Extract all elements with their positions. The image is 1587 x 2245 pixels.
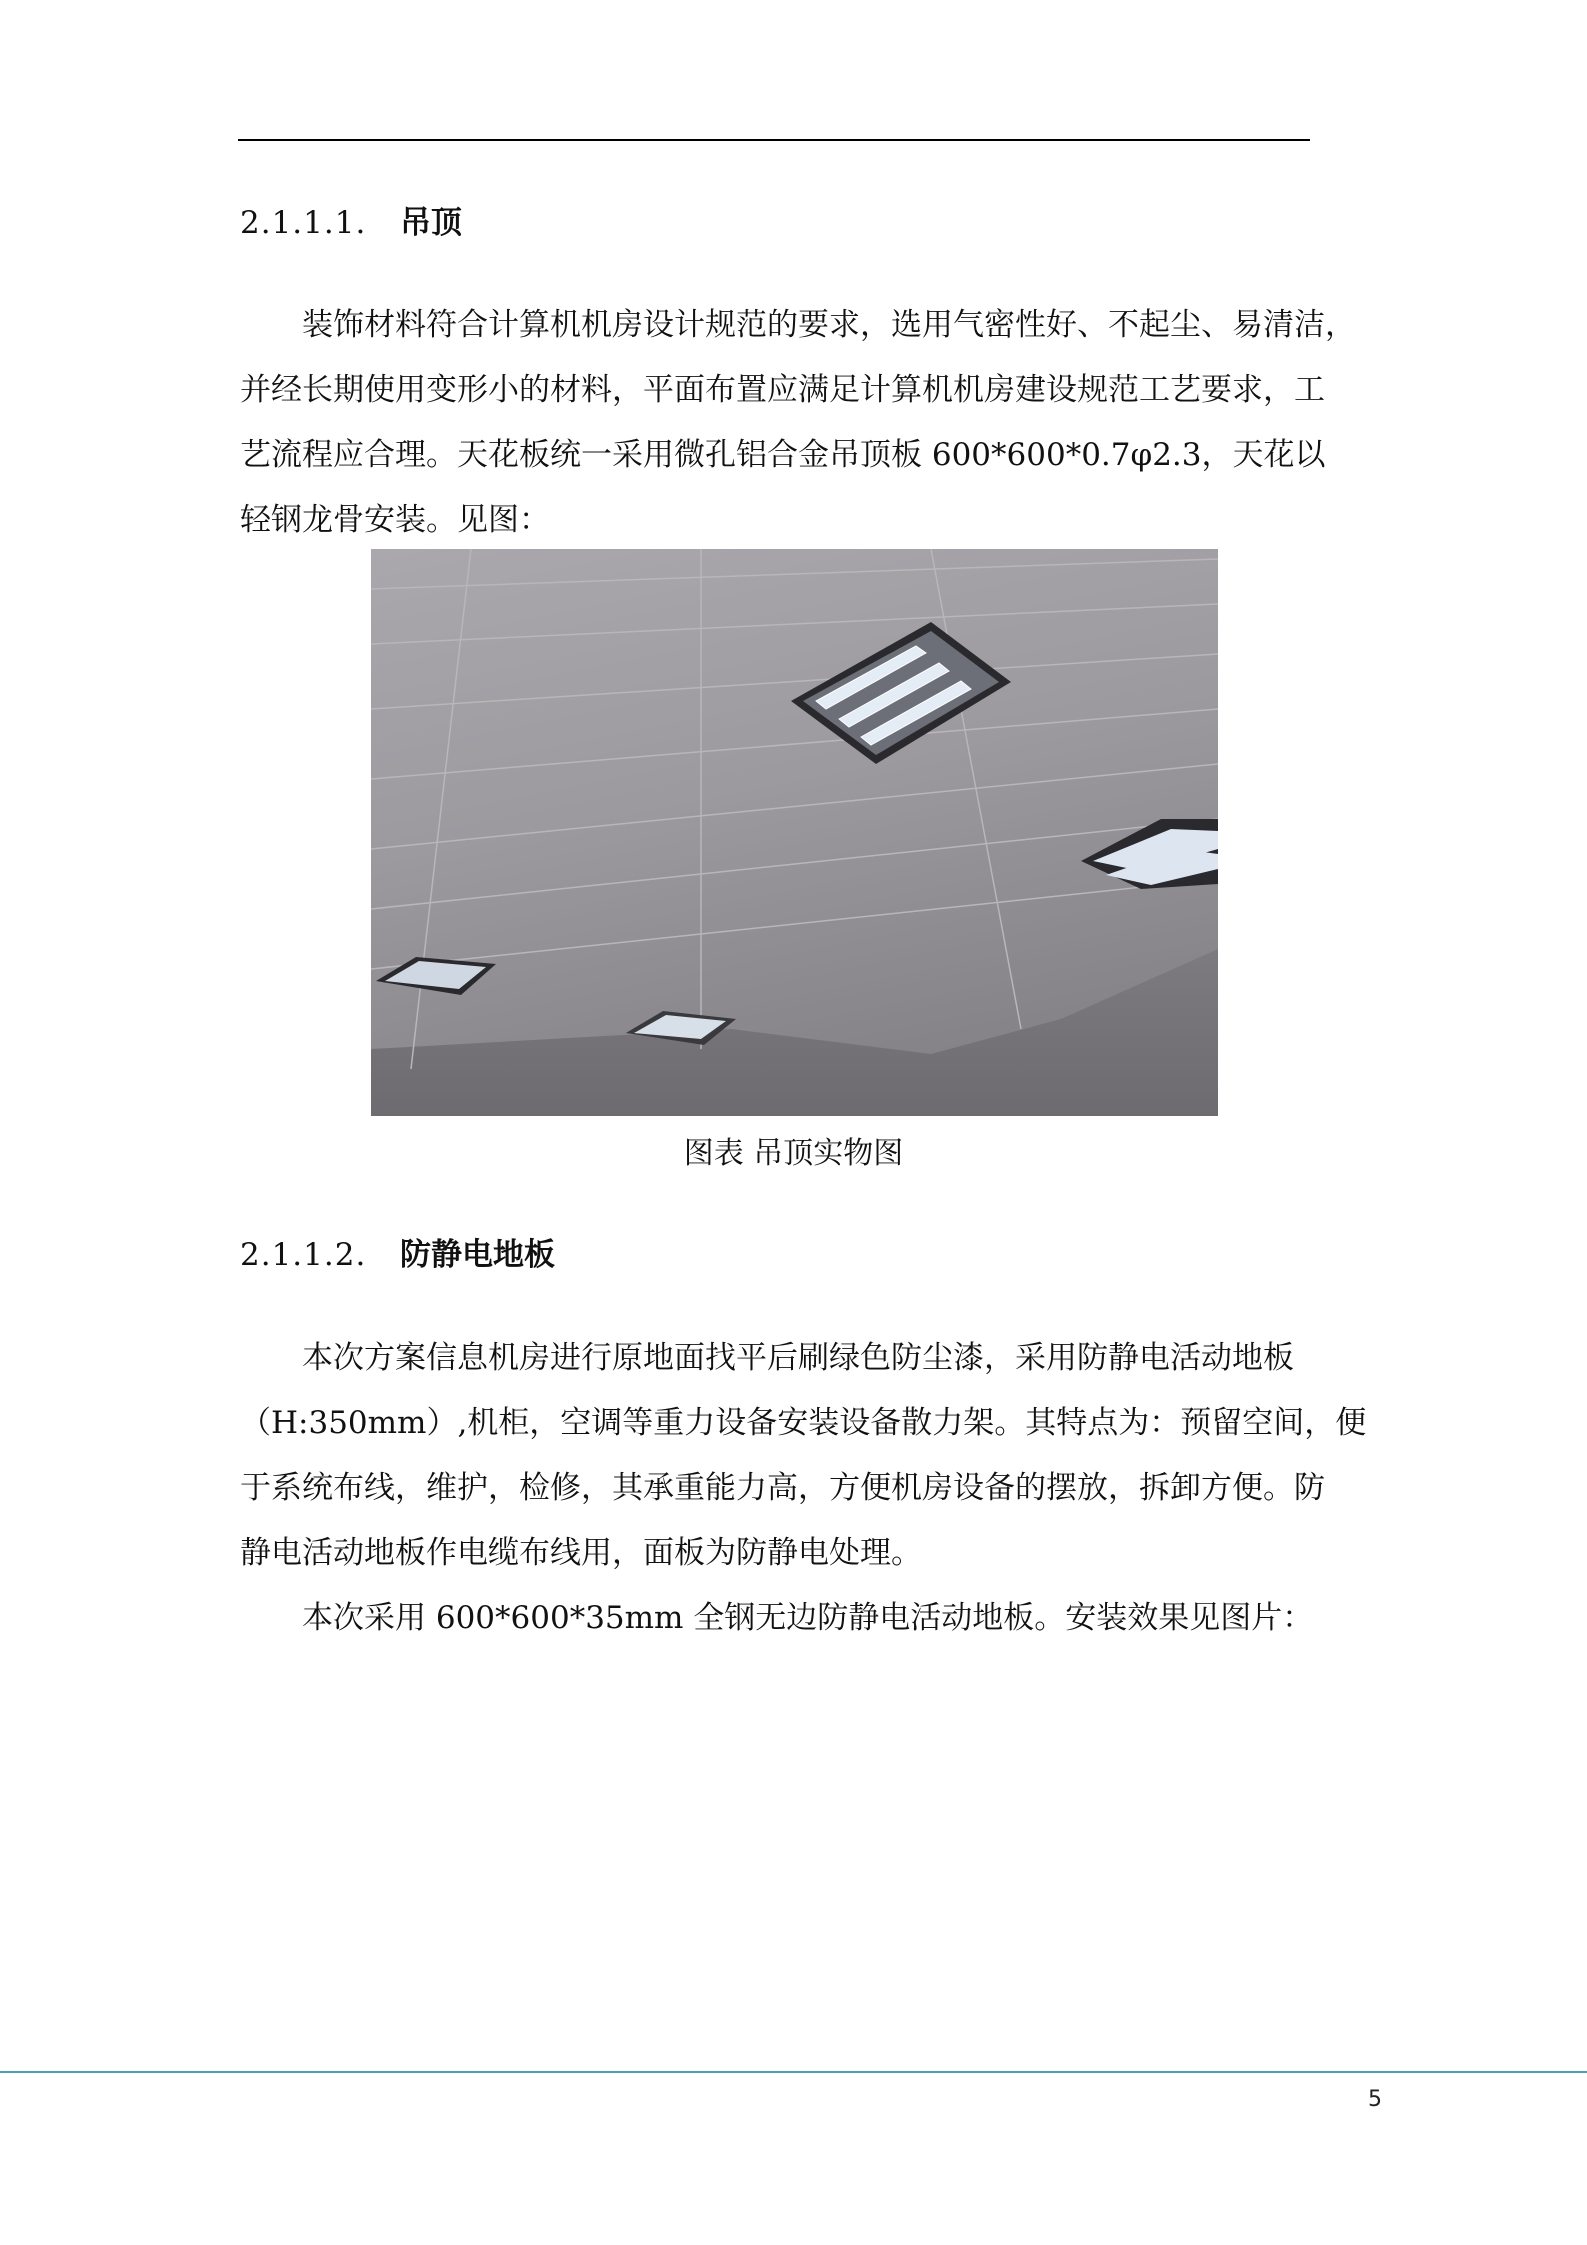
paragraph-ceiling: [240, 293, 1356, 553]
section-number: 2.1.1.1.: [240, 205, 367, 241]
header-rule: [238, 139, 1310, 141]
paragraph-line: 于系统布线，维护，检修，其承重能力高，方便机房设备的摆放，拆卸方便。防: [240, 1470, 1325, 1506]
paragraph-line: （H:350mm）,机柜，空调等重力设备安装设备散力架。其特点为：预留空间，便: [240, 1405, 1367, 1441]
paragraph-line: 装饰材料符合计算机机房设计规范的要求，选用气密性好、不起尘、易清洁，: [302, 307, 1356, 343]
paragraph-line: 艺流程应合理。天花板统一采用微孔铝合金吊顶板 600*600*0.7φ2.3，天花以: [240, 437, 1326, 473]
section-heading-ceiling: [240, 203, 462, 243]
page-number: 5: [1368, 2087, 1382, 2112]
ceiling-photo-drawing: [371, 549, 1218, 1116]
paragraph-line: 静电活动地板作电缆布线用，面板为防静电处理。: [240, 1535, 922, 1571]
section-title: 防静电地板: [400, 1237, 555, 1273]
paragraph-line: 并经长期使用变形小的材料，平面布置应满足计算机机房建设规范工艺要求，工: [240, 372, 1325, 408]
figure-caption: 图表 吊顶实物图: [683, 1136, 904, 1171]
paragraph-line: 轻钢龙骨安装。见图：: [240, 502, 550, 538]
section-title: 吊顶: [400, 205, 462, 241]
paragraph-line: 本次采用 600*600*35mm 全钢无边防静电活动地板。安装效果见图片：: [302, 1600, 1314, 1636]
ceiling-photo: [371, 549, 1218, 1116]
paragraph-line: 本次方案信息机房进行原地面找平后刷绿色防尘漆，采用防静电活动地板: [302, 1340, 1294, 1376]
section-heading-antistatic-floor: [240, 1235, 555, 1275]
section-number: 2.1.1.2.: [240, 1237, 367, 1273]
paragraph-antistatic-floor: [240, 1326, 1367, 1651]
footer-rule: [0, 2071, 1587, 2073]
